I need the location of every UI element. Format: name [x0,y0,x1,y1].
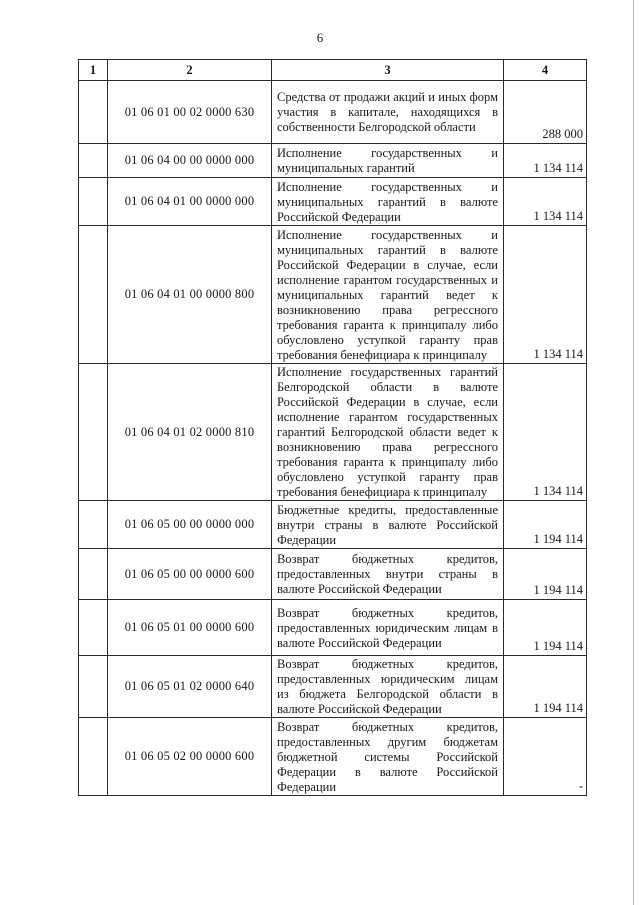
table-row [79,718,587,796]
budget-code-cell: 01 06 01 00 02 0000 630 [108,81,272,144]
page-number: 6 [316,30,324,45]
scan-edge-line [633,0,634,905]
amount-cell: - [504,718,587,796]
table-row [79,178,587,226]
budget-code-cell: 01 06 04 01 02 0000 810 [108,364,272,501]
description-cell: Возврат бюджетных кредитов, предоставленных юридическим лицам из бюджета Белгородской области в валюте Российской Федерации [272,656,504,718]
header-col-4: 4 [504,60,587,81]
amount-cell: 1 194 114 [504,656,587,718]
table-header-row [79,60,587,81]
amount-cell: 1 194 114 [504,549,587,600]
table-row [79,656,587,718]
amount-cell: 1 194 114 [504,600,587,656]
row-number-cell [79,656,108,718]
description-cell: Бюджетные кредиты, предоставленные внутри страны в валюте Российской Федерации [272,501,504,549]
amount-cell: 288 000 [504,81,587,144]
row-number-cell [79,549,108,600]
row-number-cell [79,81,108,144]
table-row [79,144,587,178]
row-number-cell [79,178,108,226]
header-col-2: 2 [108,60,272,81]
table-row [79,549,587,600]
description-cell: Исполнение государственных и муниципальных гарантий [272,144,504,178]
description-cell: Возврат бюджетных кредитов, предоставленных юридическим лицам в валюте Российской Федерации [272,600,504,656]
budget-code-cell: 01 06 05 02 00 0000 600 [108,718,272,796]
row-number-cell [79,501,108,549]
budget-code-cell: 01 06 05 01 02 0000 640 [108,656,272,718]
row-number-cell [79,226,108,364]
amount-cell: 1 194 114 [504,501,587,549]
description-cell: Исполнение государственных и муниципальных гарантий в валюте Российской Федерации [272,178,504,226]
description-cell: Средства от продажи акций и иных форм участия в капитале, находящихся в собственности Белгородской области [272,81,504,144]
table-row [79,600,587,656]
budget-code-cell: 01 06 05 00 00 0000 600 [108,549,272,600]
budget-code-cell: 01 06 04 00 00 0000 000 [108,144,272,178]
budget-code-cell: 01 06 05 00 00 0000 000 [108,501,272,549]
amount-cell: 1 134 114 [504,144,587,178]
description-cell: Возврат бюджетных кредитов, предоставленных внутри страны в валюте Российской Федерации [272,549,504,600]
table-row [79,226,587,364]
amount-cell: 1 134 114 [504,364,587,501]
table-row [79,501,587,549]
budget-sources-table [78,59,587,796]
table-row [79,81,587,144]
budget-code-cell: 01 06 05 01 00 0000 600 [108,600,272,656]
table-row [79,364,587,501]
header-col-1: 1 [79,60,108,81]
row-number-cell [79,600,108,656]
header-col-3: 3 [272,60,504,81]
amount-cell: 1 134 114 [504,178,587,226]
amount-cell: 1 134 114 [504,226,587,364]
description-cell: Исполнение государственных гарантий Белгородской области в валюте Российской Федерации в случае, если исполнение гарантом государственных гарантий Белгородской области ведет к возникновению права регрессного требования гаранта к принципалу либо обусловлено уступкой гаранту прав требования бенефициара к принципалу [272,364,504,501]
row-number-cell [79,144,108,178]
description-cell: Исполнение государственных и муниципальных гарантий в валюте Российской Федерации в случае, если исполнение гарантом государственных и муниципальных гарантий ведет к возникновению права регрессного требования гаранта к принципалу либо обусловлено уступкой гаранту прав требования бенефициара к принципалу [272,226,504,364]
description-cell: Возврат бюджетных кредитов, предоставленных другим бюджетам бюджетной системы Российской Федерации в валюте Российской Федерации [272,718,504,796]
row-number-cell [79,364,108,501]
budget-code-cell: 01 06 04 01 00 0000 800 [108,226,272,364]
row-number-cell [79,718,108,796]
budget-code-cell: 01 06 04 01 00 0000 000 [108,178,272,226]
